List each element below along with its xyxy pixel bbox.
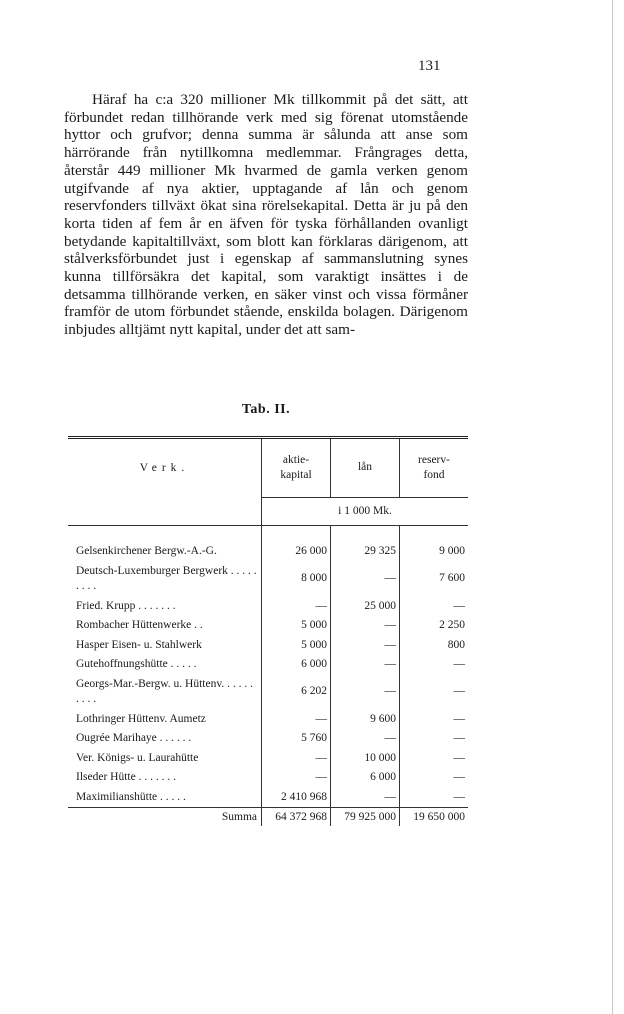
row-lan: 9 600 [331,710,400,730]
header-aktiekapital [262,438,331,498]
row-name: Deutsch-Luxemburger Bergwerk . . . . . . . . . [76,564,257,592]
table-body [68,542,468,808]
row-aktiekapital: 6 202 [262,675,331,710]
row-lan: 25 000 [331,597,400,617]
row-aktiekapital: — [262,749,331,769]
row-lan: — [331,616,400,636]
row-reservfond: 2 250 [400,616,468,636]
header-reservfond [400,438,468,498]
row-lan: — [331,562,400,597]
row-aktiekapital: 6 000 [262,655,331,675]
header-reservfond-label: reserv- fond [418,453,450,481]
row-reservfond: 9 000 [400,542,468,562]
row-lan: 10 000 [331,749,400,769]
body-paragraph: Häraf ha c:a 320 millioner Mk tillkommit på det sätt, att förbundet redan tillhörande verk med sig förenat utomstående hyttor och grufvor; denna summa är sålunda att anse som härrörande från nytillkomna medlemmar. Frångrages detta, återstår 449 millioner Mk hvarmed de gamla verken genom utgifvande af nya aktier, upptagande af lån och genom reservfonders tillväxt ökat sina rörelsekapital. Detta är ju på den korta tiden af fem år en äfven för tyska förhållanden ovanligt betydande kapitaltillväxt, som blott kan förklaras därigenom, att stålverksförbundet just i egenskap af sammanslutning synes kunna tillförsäkra det kapital, som varaktigt insättes i de detsamma tillhörande verken, en säker vinst och vissa förmåner framför de utom förbundet stående, enskilda bolagen. Därigenom inbjudes alltjämt nytt kapital, under det att sam- [64,91,468,339]
table-row [68,788,468,808]
row-reservfond: — [400,710,468,730]
row-aktiekapital: 8 000 [262,562,331,597]
row-reservfond: — [400,655,468,675]
page-number: 131 [418,58,441,74]
row-aktiekapital: — [262,597,331,617]
table-row [68,636,468,656]
row-lan: — [331,729,400,749]
unit-blank-cell [68,498,262,526]
row-reservfond: — [400,749,468,769]
row-reservfond: — [400,675,468,710]
table-row [68,616,468,636]
row-name: Ver. Königs- u. Laurahütte [76,751,199,764]
table-row [68,597,468,617]
row-lan: 6 000 [331,768,400,788]
row-aktiekapital: — [262,710,331,730]
table-row [68,655,468,675]
table-row [68,542,468,562]
summa-row [68,808,468,826]
page-edge-rule [612,0,613,1014]
table-row [68,729,468,749]
header-aktiekapital-label: aktie- kapital [280,453,312,481]
row-reservfond: — [400,597,468,617]
row-aktiekapital: 5 760 [262,729,331,749]
header-verk: Verk. [139,461,190,474]
row-reservfond: — [400,768,468,788]
summa-lan: 79 925 000 [331,808,400,826]
table-title: Tab. II. [241,402,291,417]
table-row [68,768,468,788]
summa-aktiekapital: 64 372 968 [262,808,331,826]
row-name: Georgs-Mar.-Bergw. u. Hüttenv. . . . . . . . . . [76,677,253,705]
row-name: Rombacher Hüttenwerke . . [76,619,203,631]
row-name: Ilseder Hütte . . . . . . . [76,771,176,783]
table-header-row [68,438,468,498]
table-row [68,562,468,597]
table-row [68,675,468,710]
spacer-row [68,526,468,543]
row-reservfond: — [400,788,468,808]
row-reservfond: 7 600 [400,562,468,597]
row-name: Maximilianshütte . . . . . [76,790,186,803]
summa-label: Summa [68,808,262,826]
row-lan: — [331,788,400,808]
row-name: Lothringer Hüttenv. Aumetz [76,712,206,725]
row-name: Gelsenkirchener Bergw.-A.-G. [76,545,217,557]
row-aktiekapital: — [262,768,331,788]
row-aktiekapital: 2 410 968 [262,788,331,808]
unit-label: i 1 000 Mk. [262,498,469,526]
header-lan: lån [331,438,400,498]
row-lan: — [331,675,400,710]
summa-reservfond: 19 650 000 [400,808,468,826]
row-aktiekapital: 26 000 [262,542,331,562]
row-name: Gutehoffnungshütte . . . . . [76,658,197,670]
unit-row [68,498,468,526]
row-lan: — [331,636,400,656]
row-name: Hasper Eisen- u. Stahlwerk [76,638,202,651]
table-row [68,710,468,730]
row-aktiekapital: 5 000 [262,636,331,656]
row-aktiekapital: 5 000 [262,616,331,636]
row-name: Fried. Krupp . . . . . . . [76,599,176,612]
row-lan: 29 325 [331,542,400,562]
row-reservfond: — [400,729,468,749]
capital-table [68,436,468,826]
row-lan: — [331,655,400,675]
row-reservfond: 800 [400,636,468,656]
row-name: Ougrée Marihaye . . . . . . [76,732,192,744]
table-row [68,749,468,769]
